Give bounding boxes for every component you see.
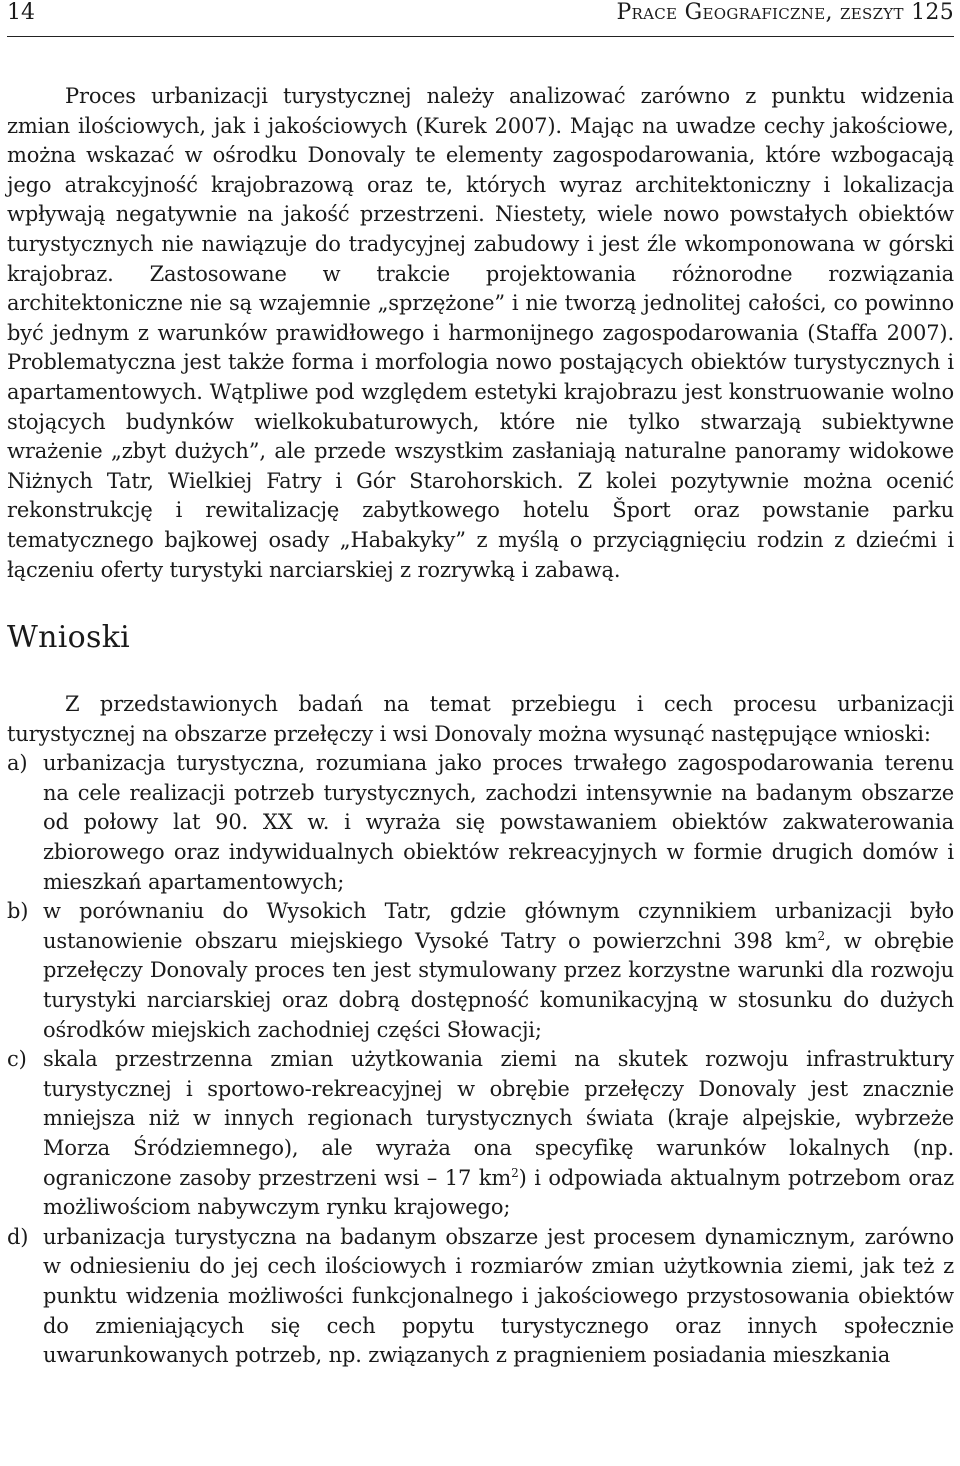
list-item <box>7 1045 954 1223</box>
list-marker: c) <box>7 1047 27 1072</box>
list-item-text-part: skala przestrzenna zmian użytkowania ziemi na skutek rozwoju infrastruktury turystycznej i sportowo-rekreacyjnej w obrębie przełęczy Donovaly jest znacznie mniejsza niż w innych regionach turystycznych świata (kraje alpejskie, wybrzeże Morza Śródziemnego), ale wyraża ona specyfikę warunków lokalnych (np. ograniczone zasoby przestrzeni wsi – 17 km <box>43 1047 954 1190</box>
journal-title: Prace Geograficzne, zeszyt 125 <box>616 0 954 25</box>
list-item-text-part: w porównaniu do Wysokich Tatr, gdzie głównym czynnikiem urbanizacji było ustanowienie obszaru miejskiego Vysoké Tatry o powierzchni 398 km <box>43 899 954 953</box>
superscript: 2 <box>511 1165 519 1180</box>
section-heading: Wnioski <box>7 620 131 656</box>
list-item-text-part: , w obrębie przełęczy Donovaly proces ten jest stymulowany przez korzystne warunki dla rozwoju turystyki narciarskiej oraz dobrą dostępność komunikacyjną w stosunku do dużych ośrodków miejskich zachodniej części Słowacji; <box>43 928 954 1042</box>
list-item-text: urbanizacja turystyczna na badanym obszarze jest procesem dynamicznym, zarówno w odniesieniu do jej cech ilościowych i rozmiarów zmian użytkownia ziemi, jak też z punktu widzenia możliwości funkcjonalnego i jakościowego przystosowania obiektów do zmieniających się cech popytu turystycznego oraz innych społecznie uwarunkowanych potrzeb, np. związanych z pragnieniem posiadania mieszkania <box>43 1224 954 1368</box>
list-item <box>7 897 954 1045</box>
paragraph: Proces urbanizacji turystycznej należy analizować zarówno z punktu widzenia zmian ilościowych, jak i jakościowych (Kurek 2007). Mając na uwadze cechy jakościowe, można wskazać w ośrodku Donovaly te elementy zagospodarowania, które wzbogacają jego atrakcyjność krajobrazową oraz te, których wyraz architektoniczny i lokalizacja wpływają negatywnie na jakość przestrzeni. Niestety, wiele nowo powstałych obiektów turystycznych nie nawiązuje do tradycyjnej zabudowy i jest źle wkomponowana w górski krajobraz. Zastosowane w trakcie projektowania różnorodne rozwiązania architektoniczne nie są wzajemnie „sprzężone” i nie tworzą jednolitej całości, co powinno być jednym z warunków prawidłowego i harmonijnego zagospodarowania (Staffa 2007). Problematyczna jest także forma i morfologia nowo postających obiektów turystycznych i apartamentowych. Wątpliwe pod względem estetyki krajobrazu jest konstruowanie wolno stojących budynków wielkokubaturowych, które nie tylko stwarzają subiektywne wrażenie „zbyt dużych”, ale przede wszystkim zasłaniają naturalne panoramy widokowe Niżnych Tatr, Wielkiej Fatry i Gór Starohorskich. Z kolei pozytywnie można ocenić rekonstrukcję i rewitalizację zabytkowego hotelu Šport oraz powstanie parku tematycznego bajkowej osady „Habakyky” z myślą o przyciągnięciu rodzin z dziećmi i łączeniu oferty turystyki narciarskiej z rozrywką i zabawą. <box>7 84 954 582</box>
conclusions-list <box>7 749 954 1370</box>
running-header <box>7 0 954 32</box>
list-item-text: urbanizacja turystyczna, rozumiana jako proces trwałego zagospodarowania terenu na cele realizacji potrzeb turystycznych, zachodzi intensywnie na badanym obszarze od połowy lat 90. XX w. i wyraża się powstawaniem obiektów zakwaterowania zbiorowego oraz indywidualnych obiektów rekreacyjnych w formie drugich domów i mieszkań apartamentowych; <box>43 751 954 894</box>
body-text <box>7 82 954 1371</box>
list-marker: b) <box>7 899 29 924</box>
list-item <box>7 749 954 897</box>
page-number: 14 <box>7 0 35 25</box>
list-marker: d) <box>7 1224 29 1249</box>
list-item-text <box>43 1045 954 1223</box>
list-item-text <box>43 897 954 1045</box>
list-marker: a) <box>7 751 28 776</box>
header-rule <box>7 36 954 37</box>
list-item-text-part: ) i odpowiada aktualnym potrzebom oraz możliwościom nabywczym rynku krajowego; <box>43 1165 955 1220</box>
superscript: 2 <box>817 928 825 943</box>
list-item <box>7 1223 954 1371</box>
conclusions-intro: Z przedstawionych badań na temat przebiegu i cech procesu urbanizacji turystycznej na obszarze przełęczy i wsi Donovaly można wysunąć następujące wnioski: <box>7 692 954 746</box>
